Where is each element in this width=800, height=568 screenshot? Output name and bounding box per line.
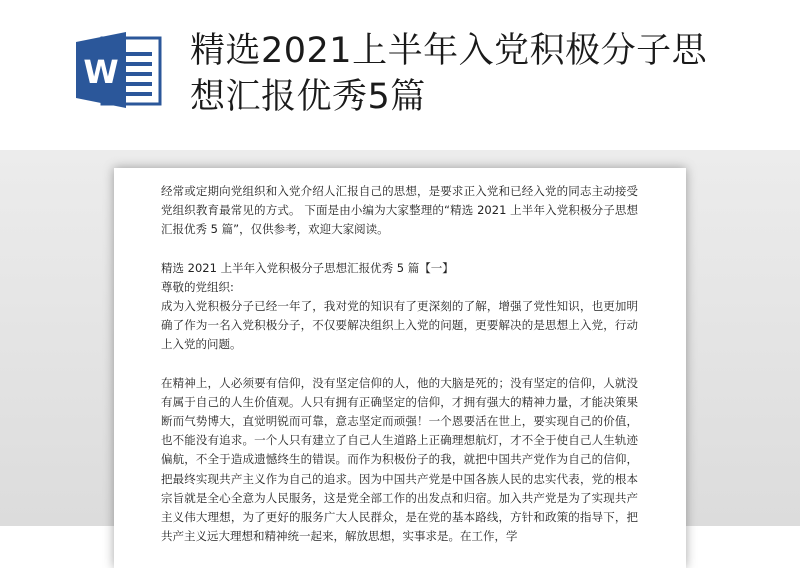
document-title: 精选2021上半年入党积极分子思想汇报优秀5篇 (190, 31, 708, 117)
salutation: 尊敬的党组织: (161, 279, 234, 294)
section-heading: 精选 2021 上半年入党积极分子思想汇报优秀 5 篇【一】 (161, 260, 454, 275)
word-icon (72, 30, 164, 110)
body-paragraph-1: 成为入党积极分子已经一年了，我对党的知识有了更深刻的了解，增强了党性知识，也更加明确了作为一名入党积极分子，不仅要解决组织上入党的问题，更要解决的是思想上入党，行动上入党的问题。 (161, 299, 638, 352)
word-icon-letter: W (83, 53, 119, 91)
document-page (114, 168, 686, 568)
body-paragraph-2: 在精神上，人必须要有信仰，没有坚定信仰的人，他的大脑是死的；没有坚定的信仰，人就没有属于自己的人生价值观。人只有拥有正确坚定的信仰，才拥有强大的精神力量，才能决策果断而气势博大，直觉明锐而可靠，意志坚定而顽强！一个恩要活在世上，要实现自己的价值，也不能没有追求。一个人只有建立了自己人生道路上正确理想航灯，才不全于使自己人生轨迹偏航，不全于造成遗憾终生的错误。而作为积极份子的我，就把中国共产党作为自己的信仰，把最终实现共产主义作为自己的追求。因为中国共产党是中国各族人民的忠实代表，党的根本宗旨就是全心全意为人民服务，这是党全部工作的出发点和归宿。加入共产党是为了实现共产主义伟大理想，为了更好的服务广大人民群众，是在党的基本路线，方针和政策的指导下，把共产主义远大理想和精神统一起来，解放思想，实事求是。在工作，学 (161, 375, 638, 544)
header (0, 0, 800, 150)
intro-paragraph: 经常或定期向党组织和入党介绍人汇报自己的思想，是要求正入党和已经入党的同志主动接受党组织教育最常见的方式。 下面是由小编为大家整理的“精选 2021 上半年入党积极分子思想汇报优秀 5 篇”，仅供参考，欢迎大家阅读。 (161, 184, 638, 237)
